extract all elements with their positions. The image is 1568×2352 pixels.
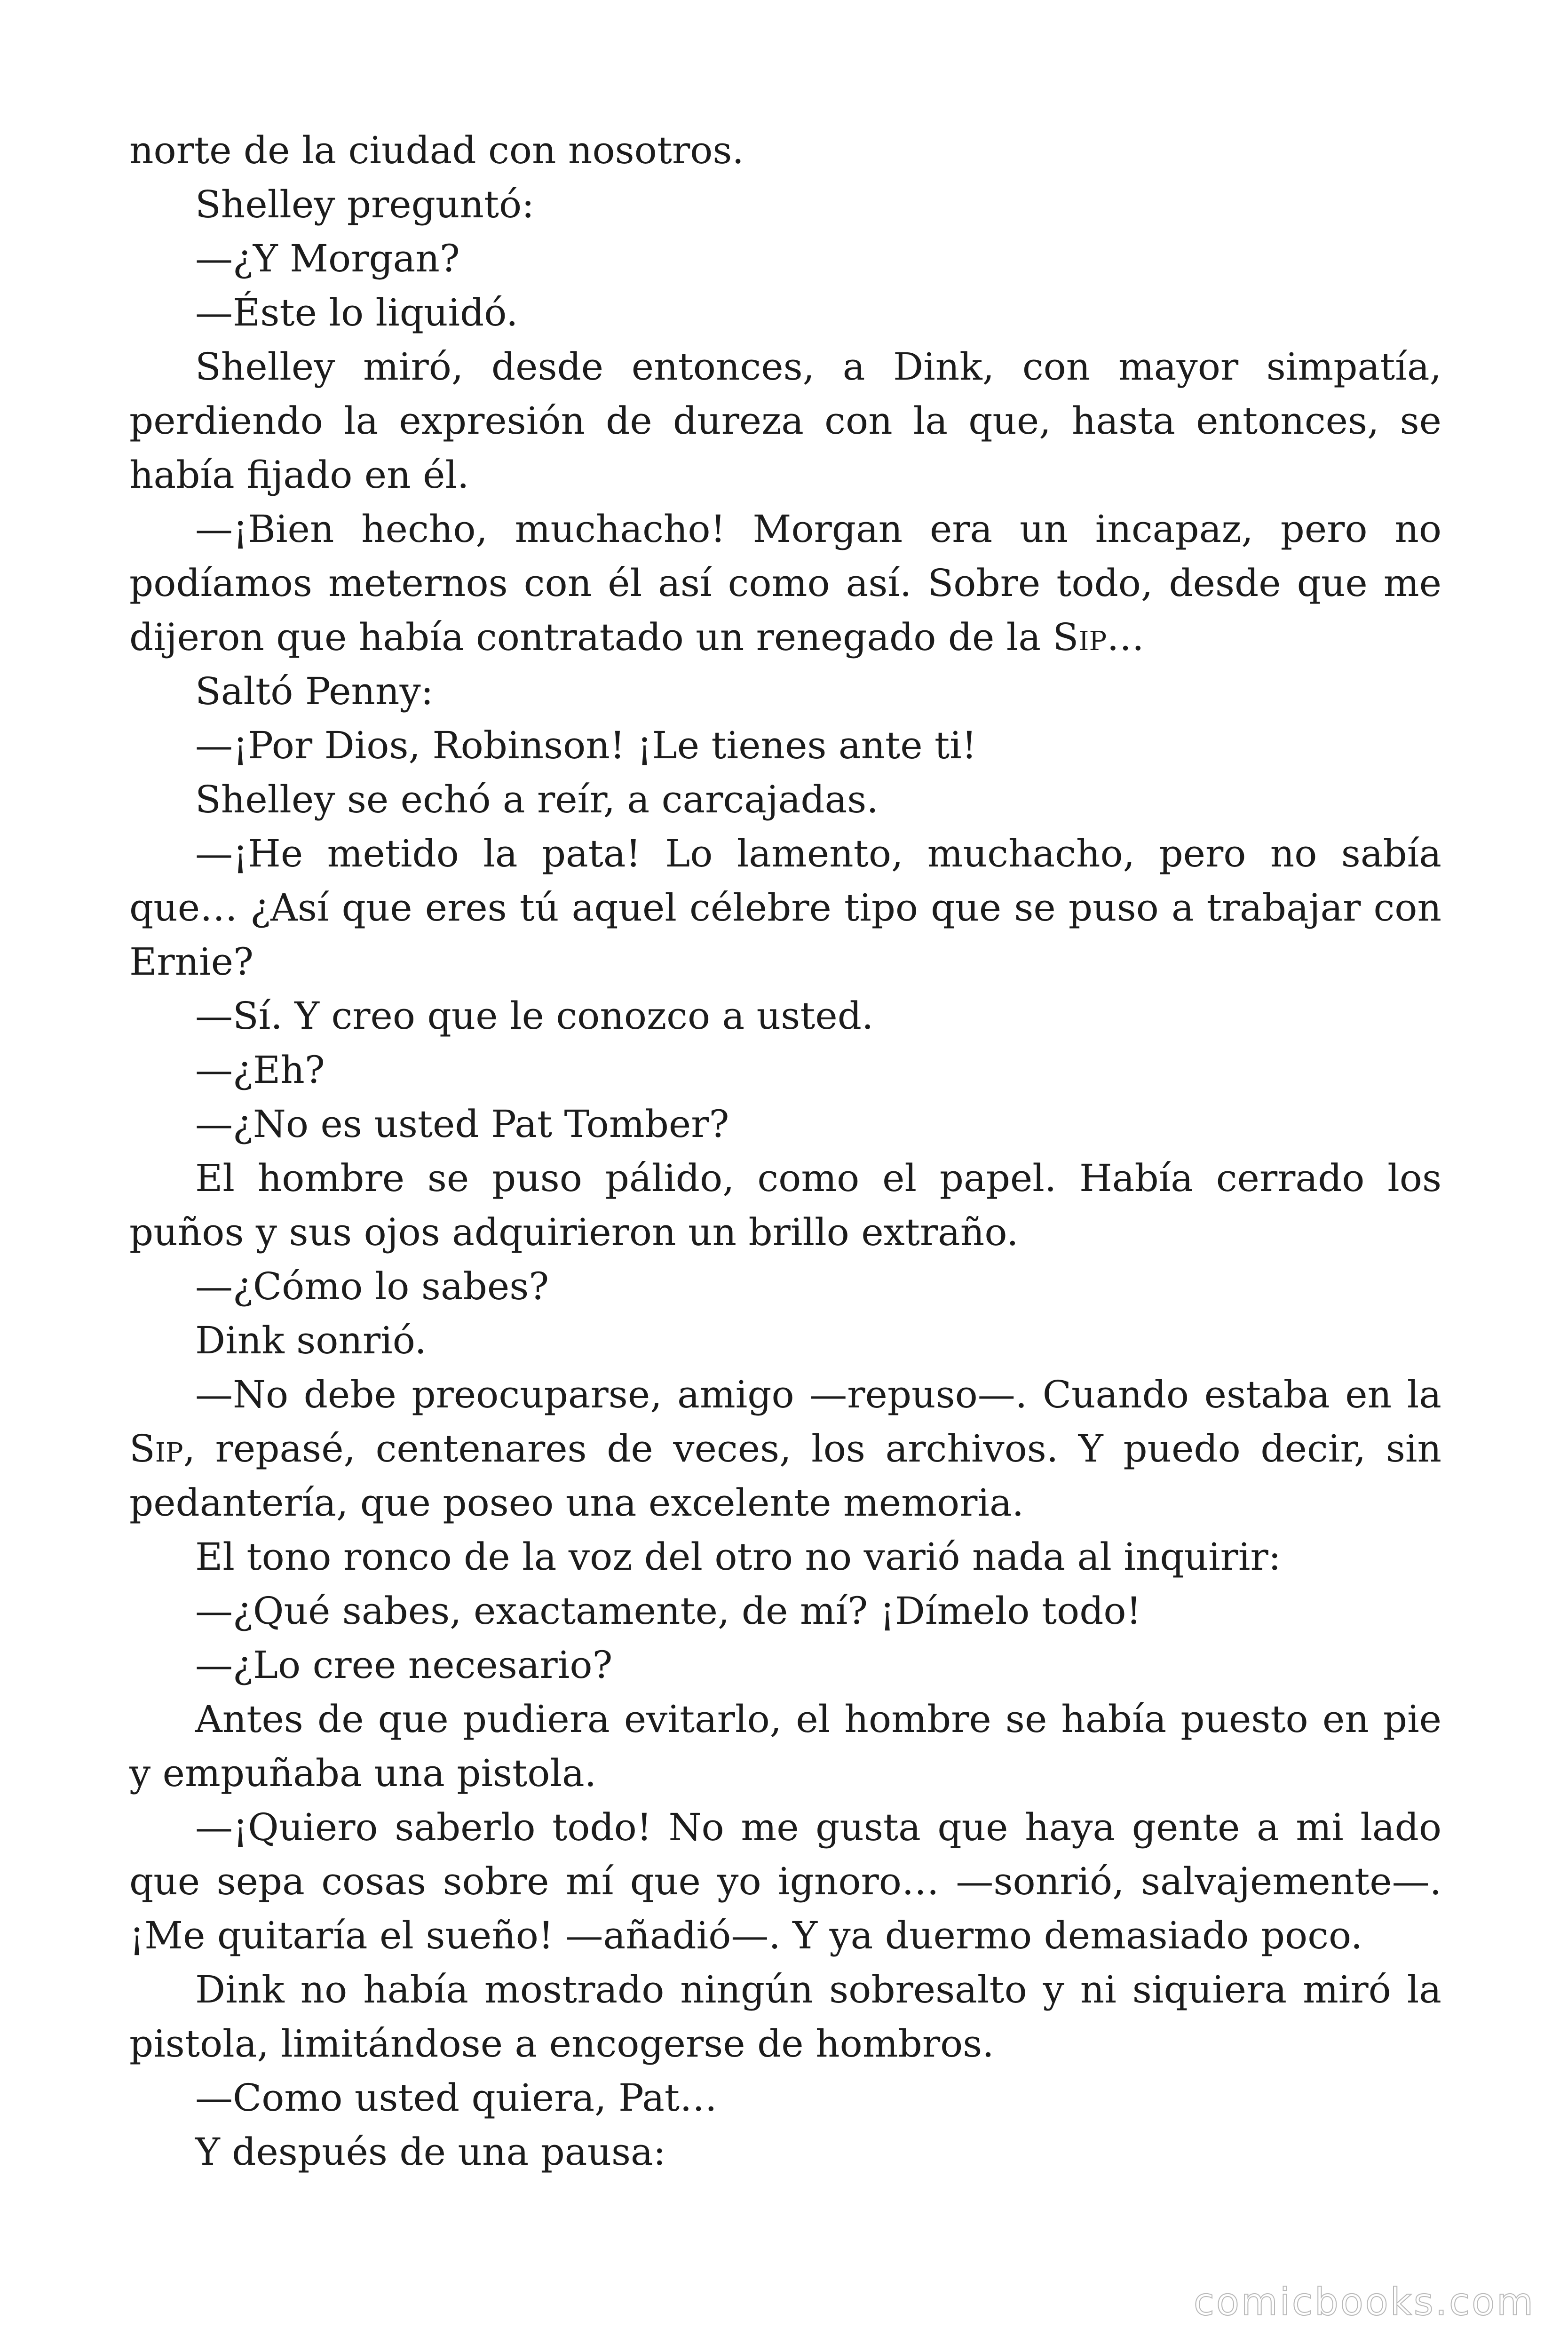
paragraph-6: Saltó Penny: <box>195 669 434 713</box>
paragraph-21: —¡Quiero saberlo todo! No me gusta que haya gente a mi lado que sepa cosas sobre mí que yo ignoro… —sonrió, salvajemente—. ¡Me quitaría el sueño! —añadió—. Y ya duermo demasiado poco. <box>129 1805 1441 1957</box>
paragraph-12: —¿No es usted Pat Tomber? <box>195 1102 729 1146</box>
page-body <box>129 123 1441 2179</box>
paragraph-1: Shelley preguntó: <box>195 183 535 226</box>
paragraph-24: Y después de una pausa: <box>195 2130 666 2174</box>
paragraph-13: El hombre se puso pálido, como el papel. Había cerrado los puños y sus ojos adquirieron un brillo extraño. <box>129 1156 1441 1254</box>
paragraph-3: —Éste lo liquidó. <box>195 291 518 334</box>
paragraph-0: norte de la ciudad con nosotros. <box>129 128 744 172</box>
paragraph-2: —¿Y Morgan? <box>195 237 460 280</box>
watermark-text: comicbooks.com <box>1193 2280 1535 2324</box>
paragraph-10: —Sí. Y creo que le conozco a usted. <box>195 994 874 1038</box>
paragraph-8: Shelley se echó a reír, a carcajadas. <box>195 778 879 821</box>
paragraph-5: —¡Bien hecho, muchacho! Morgan era un incapaz, pero no podíamos meternos con él así como así. Sobre todo, desde que me dijeron que había contratado un renegado de la Sip… <box>129 507 1441 659</box>
paragraph-20: Antes de que pudiera evitarlo, el hombre se había puesto en pie y empuñaba una pistola. <box>129 1697 1441 1795</box>
paragraph-7: —¡Por Dios, Robinson! ¡Le tienes ante ti! <box>195 723 977 767</box>
small-caps-sip: Sip <box>129 1427 183 1470</box>
small-caps-sip: Sip <box>1053 615 1107 659</box>
paragraph-16: —No debe preocuparse, amigo —repuso—. Cuando estaba en la Sip, repasé, centenares de veces, los archivos. Y puedo decir, sin pedantería, que poseo una excelente memoria. <box>129 1373 1441 1525</box>
paragraph-23: —Como usted quiera, Pat… <box>195 2076 718 2120</box>
paragraph-18: —¿Qué sabes, exactamente, de mí? ¡Dímelo todo! <box>195 1589 1141 1633</box>
paragraph-11: —¿Eh? <box>195 1048 325 1092</box>
paragraph-19: —¿Lo cree necesario? <box>195 1643 613 1687</box>
paragraph-14: —¿Cómo lo sabes? <box>195 1264 549 1308</box>
paragraph-9: —¡He metido la pata! Lo lamento, muchacho, pero no sabía que… ¿Así que eres tú aquel célebre tipo que se puso a trabajar con Ernie? <box>129 832 1441 984</box>
paragraph-17: El tono ronco de la voz del otro no varió nada al inquirir: <box>195 1535 1281 1579</box>
paragraph-22: Dink no había mostrado ningún sobresalto y ni siquiera miró la pistola, limitándose a encogerse de hombros. <box>129 1968 1441 2066</box>
paragraph-4: Shelley miró, desde entonces, a Dink, con mayor simpatía, perdiendo la expresión de dureza con la que, hasta entonces, se había fijado en él. <box>129 345 1441 497</box>
paragraph-15: Dink sonrió. <box>195 1319 427 1362</box>
